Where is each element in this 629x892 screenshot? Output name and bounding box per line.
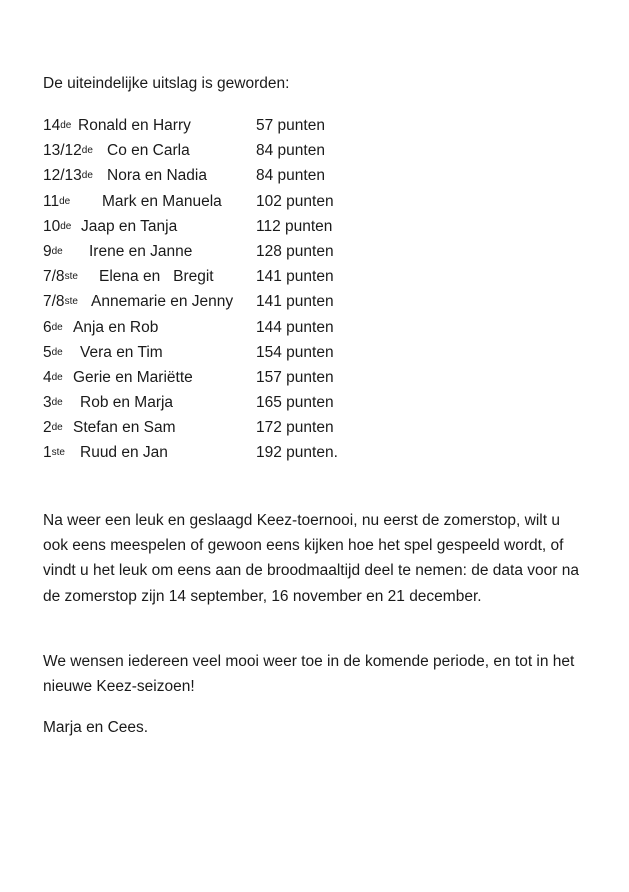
result-points: 57 punten	[256, 117, 325, 134]
result-row	[43, 193, 383, 218]
result-points: 84 punten	[256, 142, 325, 160]
result-rank: 11de	[43, 192, 71, 210]
closing-paragraph: Na weer een leuk en geslaagd Keez-toernooi, nu eerst de zomerstop, wilt u ook eens meespelen of gewoon eens kijken hoe het spel gespeeld wordt, of vindt u het leuk om eens aan de broodmaaltijd deel te nemen: de data voor na de zomerstop zijn 14 september, 16 november en 21 december.	[43, 512, 579, 605]
result-pair: Ronald en Harry	[78, 117, 191, 134]
result-pair: Rob en Marja	[80, 394, 174, 412]
result-row	[43, 117, 383, 142]
result-pair: Mark en Manuela	[102, 192, 222, 210]
result-rank: 7/8ste	[43, 268, 78, 286]
result-pair: Nora en Nadia	[107, 167, 207, 185]
result-rank: 2de	[43, 419, 63, 437]
intro-text: De uiteindelijke uitslag is geworden:	[43, 75, 290, 92]
result-row	[43, 344, 383, 369]
result-row	[43, 218, 383, 243]
result-row	[43, 293, 383, 318]
result-rank: 1ste	[43, 444, 65, 462]
result-points: 141 punten	[256, 293, 334, 311]
result-row	[43, 419, 383, 444]
result-row	[43, 444, 383, 469]
result-points: 192 punten.	[256, 444, 338, 462]
signature-text: Marja en Cees.	[43, 719, 149, 736]
result-points: 141 punten	[256, 268, 334, 286]
result-rank: 7/8ste	[43, 293, 78, 311]
result-points: 157 punten	[256, 368, 334, 386]
result-points: 165 punten	[256, 394, 334, 412]
result-rank: 6de	[43, 318, 63, 336]
result-rank: 13/12de	[43, 142, 93, 160]
result-points: 144 punten	[256, 318, 334, 336]
result-rank: 5de	[43, 343, 63, 361]
result-pair: Anja en Rob	[73, 318, 159, 336]
result-pair: Gerie en Mariëtte	[73, 368, 193, 386]
result-pair: Elena en Bregit	[99, 268, 214, 286]
result-row	[43, 243, 383, 268]
result-row	[43, 319, 383, 344]
result-pair: Annemarie en Jenny	[91, 293, 234, 311]
result-row	[43, 369, 383, 394]
result-pair: Jaap en Tanja	[81, 217, 178, 235]
result-points: 128 punten	[256, 242, 334, 260]
result-pair: Ruud en Jan	[80, 444, 168, 462]
result-pair: Co en Carla	[107, 142, 190, 160]
result-rank: 14de	[43, 117, 72, 134]
result-rank: 12/13de	[43, 167, 93, 185]
result-points: 102 punten	[256, 192, 334, 210]
result-pair: Vera en Tim	[80, 343, 163, 361]
result-row	[43, 167, 383, 192]
result-row	[43, 142, 383, 167]
wishes-paragraph: We wensen iedereen veel mooi weer toe in de komende periode, en tot in het nieuwe Keez-seizoen!	[43, 653, 575, 696]
result-points: 84 punten	[256, 167, 325, 185]
result-rank: 10de	[43, 217, 72, 235]
result-row	[43, 394, 383, 419]
result-points: 172 punten	[256, 419, 334, 437]
result-pair: Stefan en Sam	[73, 419, 176, 437]
result-rank: 4de	[43, 368, 63, 386]
result-rank: 9de	[43, 242, 63, 260]
result-points: 154 punten	[256, 343, 334, 361]
results-list	[43, 117, 383, 470]
result-pair: Irene en Janne	[89, 242, 193, 260]
result-points: 112 punten	[256, 217, 333, 235]
result-row	[43, 268, 383, 293]
result-rank: 3de	[43, 394, 63, 412]
